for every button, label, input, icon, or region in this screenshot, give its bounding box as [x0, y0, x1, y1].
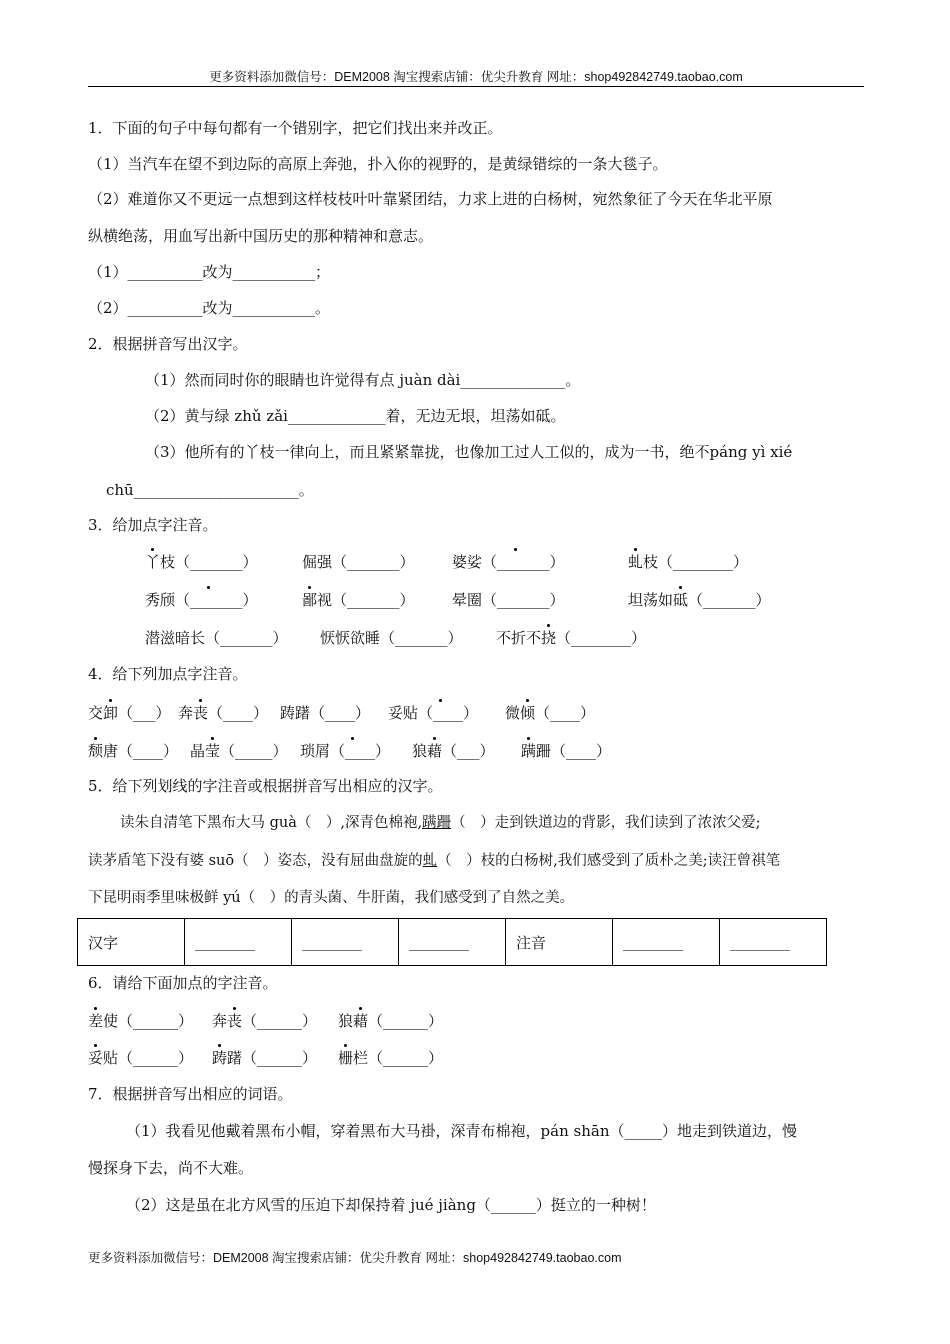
q1-sentence-1: （1）当汽车在望不到边际的高原上奔弛，扑入你的视野的，是黄绿错综的一条大毯子。	[88, 155, 668, 173]
q2-item-2[interactable]: （2）黄与绿 zhǔ zǎi_____________着，无边无垠，坦荡如砥。	[145, 407, 566, 425]
q5-answer-table	[77, 918, 827, 966]
q3-item-juejiang[interactable]: 倔强（_______）	[302, 553, 415, 571]
q2-item-3a[interactable]: （3）他所有的丫枝一律向上，而且紧紧靠拢，也像加工过人工似的，成为一书，绝不páng yì xié	[145, 443, 793, 461]
table-cell-blank[interactable]: ________	[399, 919, 506, 966]
q4-item-jiaoxie[interactable]: 交卸（___）	[88, 704, 171, 722]
q1-title: 1．下面的句子中每句都有一个错别字，把它们找出来并改正。	[88, 119, 503, 137]
q1-sentence-2b: 纵横绝荡，用血写出新中国历史的那种精神和意志。	[88, 227, 434, 245]
q4-item-tuotie[interactable]: 妥贴（____）	[388, 704, 479, 722]
q5-title: 5．给下列划线的字注音或根据拼音写出相应的汉字。	[88, 777, 443, 795]
q3-item-xiuqi[interactable]: 秀颀（_______）	[145, 591, 258, 609]
q3-item-tandangrudi[interactable]: 坦荡如砥（_______）	[628, 591, 771, 609]
q4-item-chouchu[interactable]: 踌躇（____）	[280, 704, 371, 722]
table-cell-blank[interactable]: ________	[292, 919, 399, 966]
q6-title: 6．请给下面加点的字注音。	[88, 974, 278, 992]
q7-title: 7．根据拼音写出相应的词语。	[88, 1085, 293, 1103]
q4-item-panshan[interactable]: 蹒跚（____）	[521, 742, 612, 760]
table-cell-blank[interactable]: ________	[720, 919, 827, 966]
q2-item-1[interactable]: （1）然而同时你的眼睛也许觉得有点 juàn dài______________。	[145, 371, 581, 389]
q4-item-weiqing[interactable]: 微倾（____）	[505, 704, 596, 722]
q6-item-zhalan[interactable]: 栅栏（______）	[338, 1049, 444, 1067]
header-divider	[88, 86, 864, 87]
q7-item-1a[interactable]: （1）我看见他戴着黑布小帽，穿着黑布大马褂，深青布棉袍，pán shān（_____）地走到铁道边，慢	[126, 1122, 797, 1140]
q3-item-buzhebunao[interactable]: 不折不挠（________）	[496, 629, 647, 647]
q6-item-chouchu[interactable]: 踌躇（______）	[212, 1049, 318, 1067]
q5-paragraph-line-1[interactable]: 读朱自清笔下黑布大马 guà（ ）,深青色棉袍,蹒跚（ ）走到铁道边的背影，我们读到了浓浓父爱;	[120, 815, 761, 831]
q6-item-tuotie[interactable]: 妥贴（______）	[88, 1049, 194, 1067]
table-cell-hanzi-label: 汉字	[78, 919, 185, 966]
q1-answer-1[interactable]: （1）__________改为___________；	[88, 263, 331, 281]
q4-item-bensang[interactable]: 奔丧（____）	[178, 704, 269, 722]
q1-sentence-2a: （2）难道你又不更远一点想到这样枝枝叶叶靠紧团结，力求上进的白杨树，宛然象征了今天在华北平原	[88, 190, 773, 208]
q3-item-yunquan[interactable]: 晕圈（_______）	[452, 591, 565, 609]
table-cell-zhuyin-label: 注音	[506, 919, 613, 966]
q3-item-bishi[interactable]: 鄙视（_______）	[302, 591, 415, 609]
q3-item-yanyan[interactable]: 恹恹欲睡（_______）	[320, 629, 463, 647]
q6-item-langji[interactable]: 狼藉（______）	[338, 1012, 444, 1030]
q2-title: 2．根据拼音写出汉字。	[88, 335, 248, 353]
page-footer: 更多资料添加微信号：DEM2008 淘宝搜索店铺：优尖升教育 网址：shop492842749.taobao.com	[88, 1251, 622, 1265]
q6-item-chaishi[interactable]: 差使（______）	[88, 1012, 194, 1030]
table-cell-blank[interactable]: ________	[185, 919, 292, 966]
q4-item-jingying[interactable]: 晶莹（_____）	[190, 742, 288, 760]
q4-title: 4．给下列加点字注音。	[88, 665, 248, 683]
q3-item-qianzi[interactable]: 潜滋暗长（_______）	[145, 629, 288, 647]
q3-title: 3．给加点字注音。	[88, 516, 218, 534]
q5-paragraph-line-2[interactable]: 读茅盾笔下没有婆 suō（ ）姿态，没有屈曲盘旋的虬（ ）枝的白杨树,我们感受到了质朴之美;读汪曾祺笔	[88, 853, 781, 869]
q2-item-3b[interactable]: chū______________________。	[106, 481, 314, 499]
q3-item-posuo[interactable]: 婆娑（_______）	[452, 553, 565, 571]
table-cell-blank[interactable]: ________	[613, 919, 720, 966]
q5-underlined-qiu: 虬	[422, 853, 438, 869]
page-header: 更多资料添加微信号：DEM2008 淘宝搜索店铺：优尖升教育 网址：shop492842749.taobao.com	[209, 70, 743, 84]
q1-answer-2[interactable]: （2）__________改为___________。	[88, 299, 331, 317]
q4-item-langji[interactable]: 狼藉（___）	[412, 742, 495, 760]
q7-item-2[interactable]: （2）这是虽在北方风雪的压迫下却保持着 jué jiàng（______）挺立的一种树！	[126, 1196, 656, 1214]
q4-item-suoxie[interactable]: 琐屑（____）	[300, 742, 391, 760]
q7-item-1b[interactable]: 慢探身下去，尚不大难。	[88, 1159, 254, 1177]
q3-item-yazhi[interactable]: 丫枝（_______）	[145, 553, 258, 571]
q5-underlined-panshan: 蹒跚	[422, 815, 452, 831]
q4-item-tuitang[interactable]: 颓唐（____）	[88, 742, 179, 760]
q5-paragraph-line-3[interactable]: 下昆明雨季里味极鲜 yú（ ）的青头菌、牛肝菌，我们感受到了自然之美。	[88, 890, 575, 906]
q3-item-qiuzhi[interactable]: 虬枝（________）	[628, 553, 749, 571]
q6-item-bensang[interactable]: 奔丧（______）	[212, 1012, 318, 1030]
